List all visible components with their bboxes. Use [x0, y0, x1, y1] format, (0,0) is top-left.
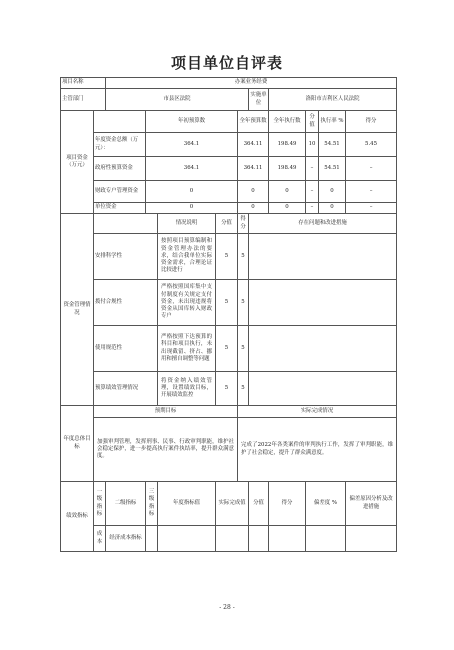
kpi-level3 [146, 526, 158, 552]
goals-row [61, 418, 397, 482]
management-header-score: 分值 [216, 214, 238, 234]
goals-actual-text: 完成了2022年各类案件的审判执行工作，发挥了审判职能，维护了社会稳定，提升了群众满意度。 [238, 418, 397, 482]
kpi-header-actual: 实际完成值 [216, 482, 249, 526]
kpi-annual [158, 526, 216, 552]
funds-row-executed: 198.49 [269, 157, 306, 181]
funds-row-rate: 54.51 [319, 157, 346, 181]
management-row [61, 280, 397, 326]
funds-row-budget: 364.11 [238, 157, 269, 181]
funds-row [61, 203, 397, 214]
department-row [61, 89, 397, 111]
management-score: 5 [216, 234, 238, 280]
kpi-analysis [346, 526, 397, 552]
management-header-points: 得分 [238, 214, 249, 234]
funds-row-initial: 364.1 [146, 133, 238, 157]
page-number: - 28 - [219, 604, 235, 611]
kpi-header-level1: 一级指标 [94, 482, 106, 526]
management-desc: 严格按照国库集中支付制度有关规定支付资金，未出现违规将资金从国库转入财政专户 [158, 280, 216, 326]
kpi-header-level3: 三级指标 [146, 482, 158, 526]
funds-row-name: 财政专户管理资金 [94, 181, 146, 203]
kpi-label: 绩效指标 [61, 482, 94, 552]
kpi-header-row [61, 482, 397, 526]
management-item: 安排科学性 [94, 234, 158, 280]
management-issues [249, 372, 397, 406]
management-header-desc: 情况说明 [158, 214, 216, 234]
management-item: 使用规范性 [94, 326, 158, 372]
management-label: 资金管理情况 [61, 214, 94, 406]
kpi-header-deviation: 偏差度 % [306, 482, 346, 526]
funds-row-executed: 198.49 [269, 133, 306, 157]
funds-row-rate: 0 [319, 203, 346, 214]
management-row [61, 234, 397, 280]
funds-row-rate: 0 [319, 181, 346, 203]
funds-row-executed: 0 [269, 203, 306, 214]
kpi-row [61, 526, 397, 552]
funds-row-score: 10 [306, 133, 319, 157]
kpi-header-annual: 年度指标值 [158, 482, 216, 526]
management-desc: 将资金纳入绩效管理，设置绩效目标，开展绩效监控 [158, 372, 216, 406]
page-title: 项目单位自评表 [170, 54, 283, 72]
kpi-score [249, 526, 269, 552]
department-label: 主管部门 [61, 89, 106, 111]
self-evaluation-table [60, 77, 397, 552]
project-name-row [61, 78, 397, 89]
goals-actual-header: 实际完成情况 [238, 406, 397, 418]
management-issues [249, 234, 397, 280]
funds-row-executed: 0 [269, 181, 306, 203]
kpi-actual [216, 526, 249, 552]
funds-row [61, 181, 397, 203]
project-name-value: 办案业务经费 [106, 78, 397, 89]
goals-expected-header: 预期目标 [94, 406, 238, 418]
management-header-empty [94, 214, 158, 234]
funds-header-initial: 年初预算数 [146, 111, 238, 133]
implementing-unit-value: 洛阳市吉利区人民法院 [269, 89, 397, 111]
funds-header-budget: 全年预算数 [238, 111, 269, 133]
funds-row-score: – [306, 157, 319, 181]
funds-row-name: 年度资金总额（万元）： [94, 133, 146, 157]
management-desc: 严格按照下达预算的科目和项目执行，未出现截留、挤占、挪用和擅自调整等问题 [158, 326, 216, 372]
department-value: 市县区法院 [106, 89, 249, 111]
funds-row-name: 政府性预算资金 [94, 157, 146, 181]
funds-header-points: 得分 [346, 111, 397, 133]
kpi-header-level2: 二级指标 [106, 482, 146, 526]
goals-expected-text: 加强审判管理，发挥刑事、民事、行政审判职能，维护社会稳定保护，进一步提高执行案件执结率，提升群众满意度。 [94, 418, 238, 482]
management-row [61, 326, 397, 372]
management-row [61, 372, 397, 406]
funds-row-rate: 54.51 [319, 133, 346, 157]
kpi-header-analysis: 偏差原因分析及改进措施 [346, 482, 397, 526]
funds-row-budget: 0 [238, 203, 269, 214]
funds-row-score: – [306, 203, 319, 214]
kpi-level2: 经济成本指标 [106, 526, 146, 552]
funds-header-rate: 执行率 % [319, 111, 346, 133]
goals-label: 年度总体目标 [61, 406, 94, 482]
funds-header-score: 分值 [306, 111, 319, 133]
funds-row-initial: 0 [146, 203, 238, 214]
goals-header-row [61, 406, 397, 418]
management-points: 5 [238, 234, 249, 280]
funds-row-name: 单位资金 [94, 203, 146, 214]
funds-row-initial: 0 [146, 181, 238, 203]
kpi-points [269, 526, 306, 552]
project-name-label: 项目名称 [61, 78, 106, 89]
implementing-unit-label: 实施单位 [249, 89, 269, 111]
management-desc: 按照项目预算编制和资金管理办法的要求，结合我单位实际资金需求，合理论证比较进行 [158, 234, 216, 280]
management-item: 预算绩效管理情况 [94, 372, 158, 406]
kpi-header-points: 得分 [269, 482, 306, 526]
funds-row-points: – [346, 203, 397, 214]
management-item: 拨付合规性 [94, 280, 158, 326]
management-issues [249, 280, 397, 326]
funds-header-row [61, 111, 397, 133]
funds-row-points: – [346, 181, 397, 203]
funds-row-score: – [306, 181, 319, 203]
funds-row-points: – [346, 157, 397, 181]
funds-header-empty [94, 111, 146, 133]
management-score: 5 [216, 326, 238, 372]
management-header-row [61, 214, 397, 234]
management-issues [249, 326, 397, 372]
funds-row [61, 157, 397, 181]
funds-row-budget: 364.11 [238, 133, 269, 157]
management-points: 5 [238, 326, 249, 372]
funds-row [61, 133, 397, 157]
management-header-issues: 存在问题和改进措施 [249, 214, 397, 234]
management-points: 5 [238, 280, 249, 326]
kpi-header-score: 分值 [249, 482, 269, 526]
funds-label: 项目资金（万元） [61, 111, 94, 214]
funds-header-executed: 全年执行数 [269, 111, 306, 133]
funds-row-initial: 364.1 [146, 157, 238, 181]
funds-row-budget: 0 [238, 181, 269, 203]
management-points: 5 [238, 372, 249, 406]
funds-row-points: 5.45 [346, 133, 397, 157]
kpi-level1: 成本 [94, 526, 106, 552]
management-score: 5 [216, 280, 238, 326]
kpi-deviation [306, 526, 346, 552]
management-score: 5 [216, 372, 238, 406]
